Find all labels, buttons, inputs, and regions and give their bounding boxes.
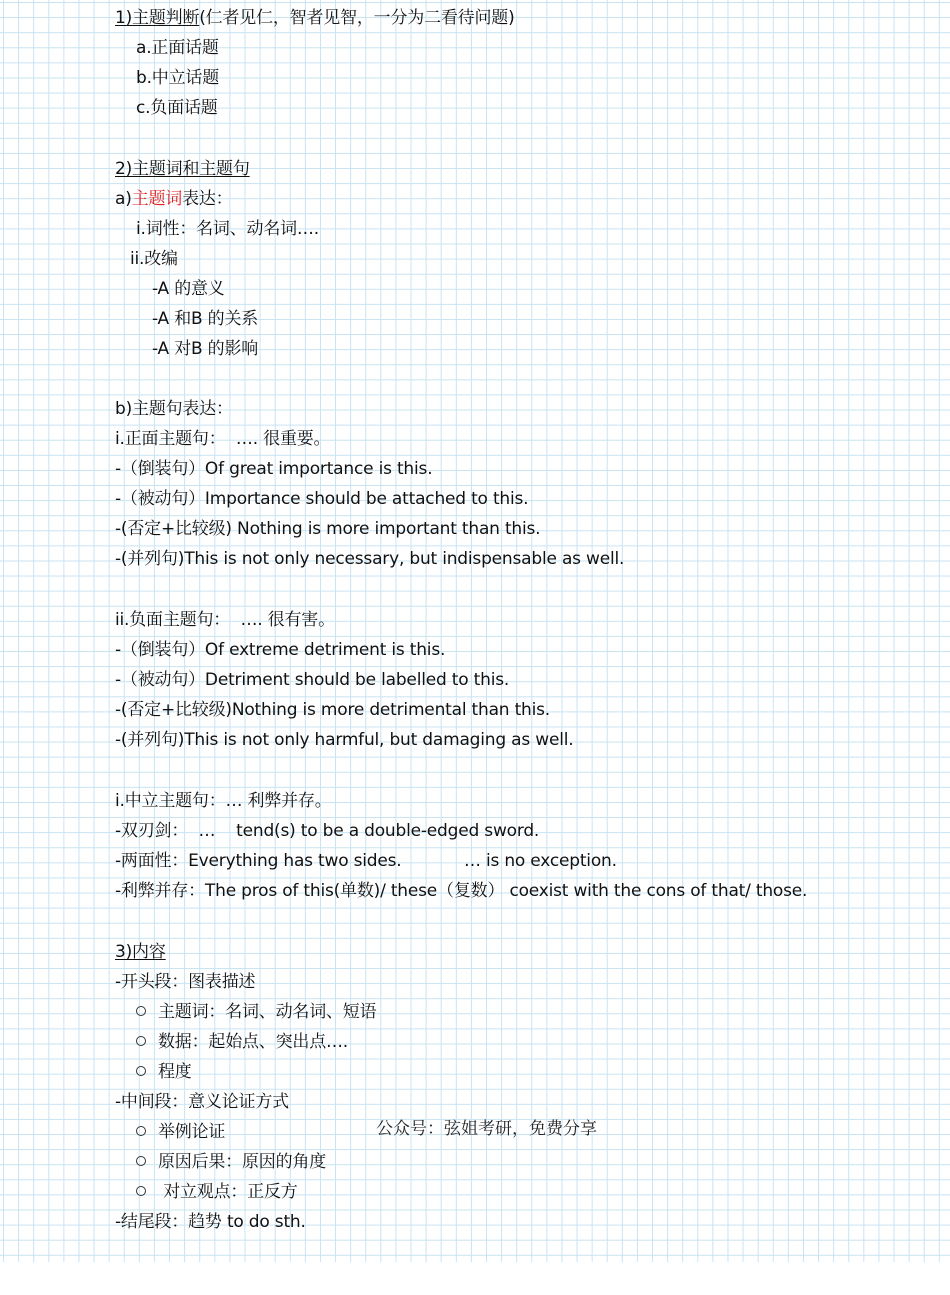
circle-bullet-icon	[136, 1036, 146, 1046]
negative-line: -（被动句）Detriment should be labelled to this.	[115, 670, 510, 690]
negative-line: -(否定+比较级)Nothing is more detrimental than this.	[115, 700, 551, 720]
adaptation-item: -A 的意义	[152, 279, 225, 299]
circle-bullet-icon	[136, 1186, 146, 1196]
neutral-line: -利弊并存：The pros of this(单数)/ these（复数） coexist with the cons of that/ those.	[115, 881, 808, 901]
negative-line: -(并列句)This is not only harmful, but damaging as well.	[115, 730, 574, 750]
middle-item: 原因后果：原因的角度	[136, 1151, 326, 1173]
a-suffix: 表达：	[182, 189, 233, 209]
a-part-of-speech: i.词性：名词、动名词….	[136, 219, 319, 239]
positive-line: -（被动句）Importance should be attached to this.	[115, 489, 529, 509]
keyword-highlight: 主题词	[131, 189, 183, 209]
a-adaptation: ii.改编	[130, 249, 178, 269]
opening-item: 程度	[136, 1061, 192, 1083]
section2-title: 2)主题词和主题句	[115, 159, 250, 179]
positive-line: -（倒装句）Of great importance is this.	[115, 459, 433, 479]
positive-line: -(并列句)This is not only necessary, but indispensable as well.	[115, 549, 625, 569]
neutral-line: -两面性：Everything has two sides. … is no exception.	[115, 851, 617, 871]
adaptation-item: -A 对B 的影响	[152, 339, 259, 359]
negative-line: -（倒装句）Of extreme detriment is this.	[115, 640, 446, 660]
circle-bullet-icon	[136, 1156, 146, 1166]
section3-title: 3)内容	[115, 942, 166, 962]
section1-item: b.中立话题	[136, 68, 219, 88]
positive-heading: i.正面主题句： …. 很重要。	[115, 429, 331, 449]
watermark: 公众号：弦姐考研，免费分享	[376, 1119, 597, 1139]
section1-heading	[115, 7, 515, 29]
section2-a-heading	[115, 188, 232, 210]
section1-item: c.负面话题	[136, 98, 218, 118]
positive-line: -(否定+比较级) Nothing is more important than this.	[115, 519, 541, 539]
section1-note: (仁者见仁，智者见智，一分为二看待问题)	[199, 8, 515, 28]
circle-bullet-icon	[136, 1126, 146, 1136]
opening-item: 主题词：名词、动名词、短语	[136, 1001, 376, 1023]
neutral-heading: i.中立主题句：… 利弊并存。	[115, 791, 332, 811]
middle-paragraph: -中间段：意义论证方式	[115, 1092, 289, 1112]
a-prefix: a)	[115, 189, 132, 209]
section1-title: 1)主题判断	[115, 8, 200, 28]
negative-heading: ii.负面主题句： …. 很有害。	[115, 610, 335, 630]
opening-paragraph: -开头段：图表描述	[115, 972, 256, 992]
circle-bullet-icon	[136, 1066, 146, 1076]
ending-paragraph: -结尾段：趋势 to do sth.	[115, 1212, 306, 1232]
adaptation-item: -A 和B 的关系	[152, 309, 259, 329]
middle-item: 对立观点：正反方	[136, 1181, 298, 1203]
section2-b-heading: b)主题句表达：	[115, 399, 233, 419]
neutral-line: -双刃剑： … tend(s) to be a double-edged sword.	[115, 821, 540, 841]
circle-bullet-icon	[136, 1006, 146, 1016]
middle-item: 举例论证	[136, 1121, 225, 1143]
opening-item: 数据：起始点、突出点….	[136, 1031, 348, 1053]
section1-item: a.正面话题	[136, 38, 219, 58]
